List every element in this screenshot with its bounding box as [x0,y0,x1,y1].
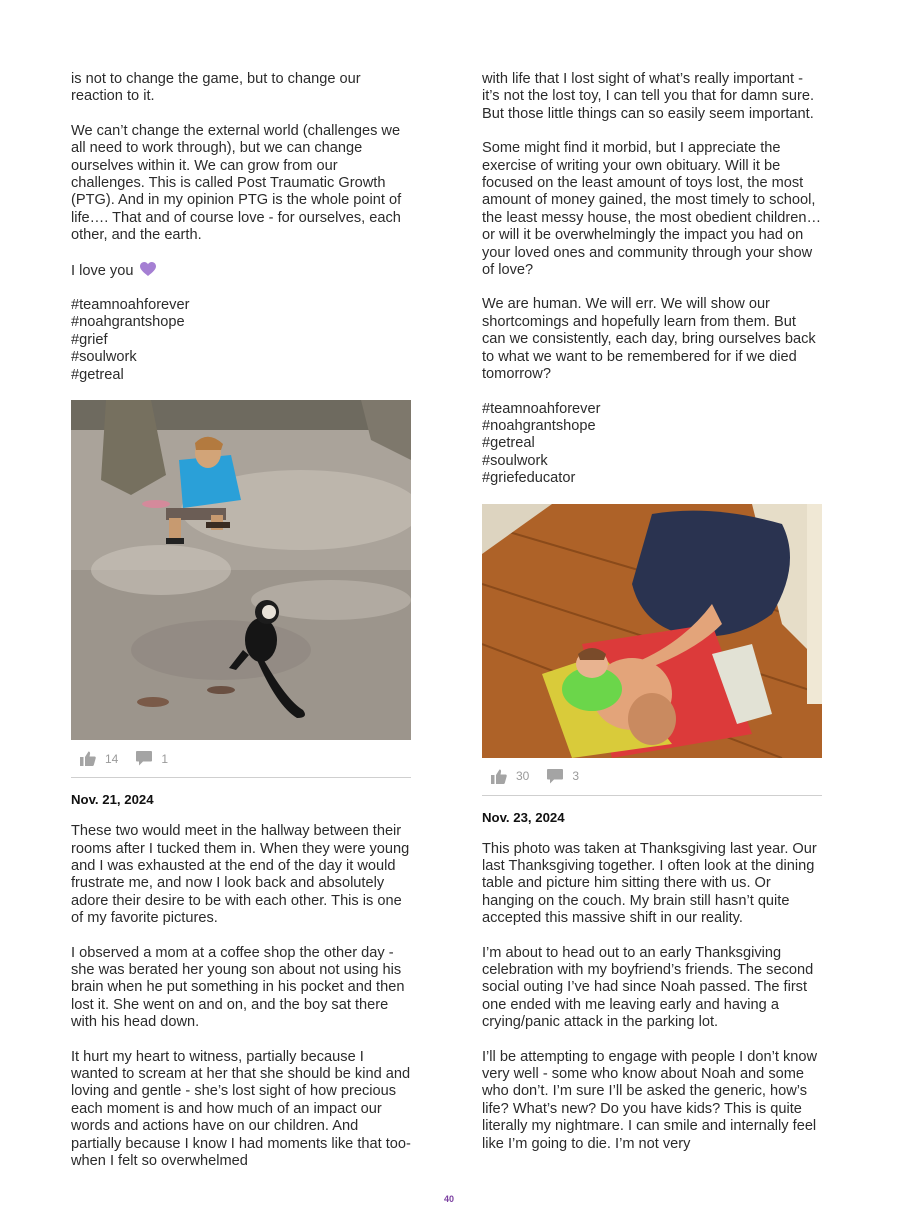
post-stats [482,758,822,796]
post-date: Nov. 21, 2024 [71,792,154,808]
hashtag[interactable]: #noahgrantshope [71,314,185,331]
thumbs-up-icon [491,769,507,784]
left-column [71,71,411,1187]
post-date: Nov. 23, 2024 [482,809,565,825]
paragraph: with life that I lost sight of what’s really important - it’s not the lost toy, I can tell you that for damn sure. But those little things can so easily seem important. [482,71,815,122]
paragraph: It hurt my heart to witness, partially because I wanted to scream at her that she should be kind and loving and gentle - she’s lost sight of how precious each moment is and how much of an impact our words and actions have on our children. And partially because I know I had moments like that too- when I felt so overwhelmed [71,1048,411,1169]
paragraph: is not to change the game, but to change our reaction to it. [71,71,361,105]
paragraph: We can’t change the external world (challenges we all need to work through), but we can change ourselves within it. We can grow from our challenges. This is called Post Traumatic Growth (PTG). And in my opinion PTG is the whole point of life…. That and of course love - for ourselves, each other, and the earth. [71,122,402,244]
like-count: 30 [516,769,530,784]
post-stats [71,740,411,778]
paragraph: I’m about to head out to an early Thanksgiving celebration with my boyfriend’s friends. The second social outing I’ve had since Noah passed. The first one ended with me leaving early and having a crying/panic attack in the parking lot. [482,944,814,1031]
hashtag-list [482,401,822,488]
comment-icon [136,751,152,766]
hashtag[interactable]: #teamnoahforever [482,400,601,417]
page-number: 40 [443,1194,454,1204]
purple-heart-icon [140,262,156,277]
paragraph: I observed a mom at a coffee shop the other day - she was berated her young son about not using his brain when he put something in his pocket and then lost it. She went on and on, and the boy sat there with his head down. [71,944,405,1031]
paragraph: Some might find it morbid, but I appreciate the exercise of writing your own obituary. Will it be focused on the least amount of toys lost, the most amount of money gained, the most timely to school, the least messy house, the most obedient children… or will it be overwhelmingly the impact you had on your loved ones and community through your show of love? [482,140,822,279]
comment-icon [547,769,563,784]
hashtag[interactable]: #griefeducator [482,470,576,487]
thumbs-up-icon [80,751,96,766]
hashtag[interactable]: #soulwork [71,349,137,366]
love-line [71,262,411,280]
monkey-photo [71,400,411,740]
comment-count: 3 [572,769,580,784]
paragraph: These two would meet in the hallway between their rooms after I tucked them in. When they were young and I was exhausted at the end of the day it would frustrate me, and now I look back and absolutely adore their desire to be with each other. This is one of my favorite pictures. [71,823,410,927]
comment-button[interactable] [136,751,168,766]
hashtag[interactable]: #soulwork [482,452,548,469]
hashtag-list [71,297,411,384]
hashtag[interactable]: #getreal [482,435,535,452]
right-column [482,71,822,1170]
hashtag[interactable]: #getreal [71,366,124,383]
sleeping-boys-photo [482,504,822,758]
comment-count: 1 [161,751,169,766]
like-count: 14 [105,751,119,766]
hashtag[interactable]: #grief [71,331,108,348]
hashtag[interactable]: #noahgrantshope [482,417,596,434]
comment-button[interactable] [547,769,579,784]
paragraph: I’ll be attempting to engage with people I don’t know very well - some who know about Noah and some who don’t. I’m sure I’ll be asked the generic, how’s life? What’s new? Do you have kids? This is quite literally my nightmare. I can smile and internally feel like I’m going to die. I’m not very [482,1048,818,1152]
like-button[interactable] [491,769,529,784]
love-text: I love you [71,262,134,279]
paragraph: We are human. We will err. We will show our shortcomings and hopefully learn from them. But can we consistently, each day, bring ourselves back to what we want to be remembered for if we died tomorrow? [482,296,816,383]
like-button[interactable] [80,751,118,766]
hashtag[interactable]: #teamnoahforever [71,297,190,314]
paragraph: This photo was taken at Thanksgiving last year. Our last Thanksgiving together. I often look at the dining table and picture him sitting there with us. Or hanging on the couch. My brain still hasn’t quite accepted this massive shift in our reality. [482,840,817,927]
